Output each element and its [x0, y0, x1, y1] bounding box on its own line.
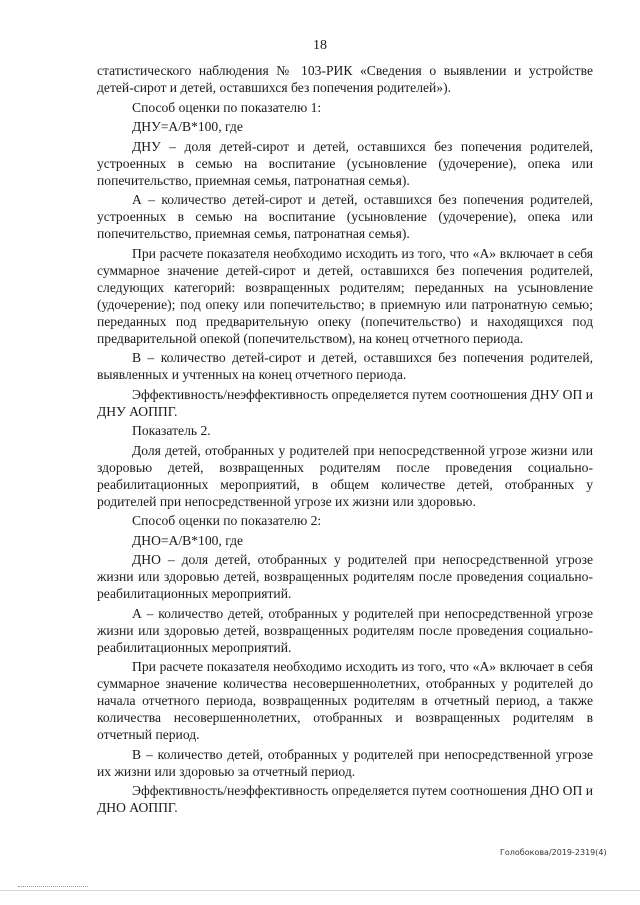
paragraph-a1-definition: А – количество детей-сирот и детей, оставшихся без попечения родителей, устроенных в семью на воспитание (усыновление (удочерение), опека или попечительство, приемная семья, патронатная семья).	[97, 192, 593, 241]
paragraph-efficiency-1: Эффективность/неэффективность определяется путем соотношения ДНУ ОП и ДНУ АОППГ.	[97, 386, 593, 419]
paragraph-indicator-2-description: Доля детей, отобранных у родителей при непосредственной угрозе жизни или здоровью детей, возвращенных родителям после проведения социально-реабилитационных мероприятий, в общем количестве детей, отобранных у родителей при непосредственной угрозе их жизни или здоровью.	[97, 442, 593, 509]
paragraph-a2-definition: А – количество детей, отобранных у родителей при непосредственной угрозе жизни или здоровью детей, возвращенных родителям после проведения социально-реабилитационных мероприятий.	[97, 605, 593, 655]
paragraph-source-continuation: статистического наблюдения № 103-РИК «Сведения о выявлении и устройстве детей-сирот и детей, оставшихся без попечения родителей»).	[97, 63, 593, 95]
paragraph-dno-definition: ДНО – доля детей, отобранных у родителей при непосредственной угрозе жизни или здоровью детей, возвращенных родителям после проведения социально-реабилитационных мероприятий.	[97, 552, 593, 601]
paragraph-dnu-definition: ДНУ – доля детей-сирот и детей, оставшихся без попечения родителей, устроенных в семью на воспитание (усыновление (удочерение), опека или попечительство, приемная семья, патронатная семья).	[97, 138, 593, 188]
formula-dno: ДНО=А/В*100, где	[132, 532, 244, 548]
paragraph-a1-calculation: При расчете показателя необходимо исходить из того, что «А» включает в себя суммарное значение детей-сирот и детей, оставшихся без попечения родителей, следующих категорий: возвращенных родителям; переданных на усыновление (удочерение); под опеку или попечительство; в приемную или патронатную семью; переданных под предварительную опеку (попечительство) и находящихся под предварительной опекой (попечительством), на конец отчетного периода.	[97, 245, 593, 346]
formula-dnu: ДНУ=А/В*100, где	[132, 119, 243, 134]
footer-document-code: Голобокова/2019-2319(4)	[500, 848, 607, 857]
paragraph-b2-definition: В – количество детей, отобранных у родителей при непосредственной угрозе их жизни или здоровью за отчетный период.	[97, 746, 593, 779]
paragraph-a2-calculation: При расчете показателя необходимо исходить из того, что «А» включает в себя суммарное значение количества несовершеннолетних, отобранных у родителей до начала отчетного периода, возвращенных родителям в отчетный период, а также количества несовершеннолетних, отобранных и возвращенных родителям в отчетный период.	[97, 659, 593, 742]
paragraph-b1-definition: В – количество детей-сирот и детей, оставшихся без попечения родителей, выявленных и учтенных на конец отчетного периода.	[97, 350, 593, 382]
scan-artifact	[18, 886, 88, 888]
document-body	[97, 62, 593, 819]
paragraph-method-1-heading: Способ оценки по показателю 1:	[132, 99, 322, 115]
indicator-2-heading: Показатель 2.	[132, 423, 211, 438]
page-number: 18	[313, 38, 327, 53]
paragraph-efficiency-2: Эффективность/неэффективность определяется путем соотношения ДНО ОП и ДНО АОППГ.	[97, 783, 593, 815]
page-bottom-rule	[0, 890, 640, 891]
paragraph-method-2-heading: Способ оценки по показателю 2:	[132, 513, 322, 528]
